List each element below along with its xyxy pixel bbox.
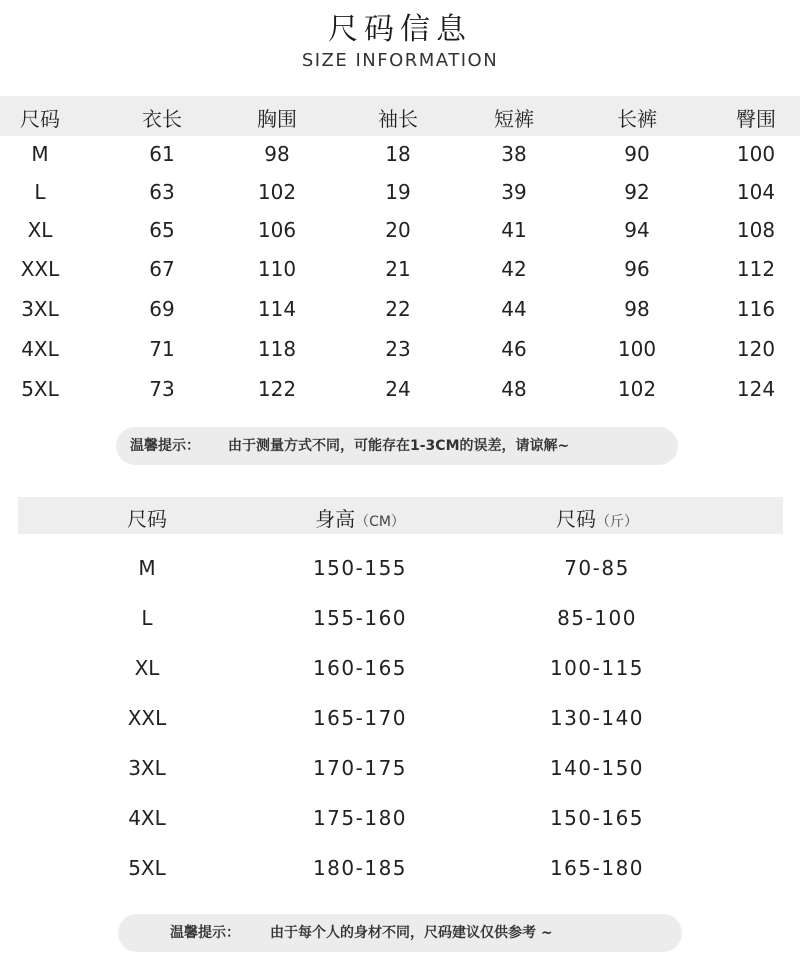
table-cell: 100 [736, 142, 776, 166]
table-cell: 140-150 [549, 756, 645, 780]
column-header-unit: （斤） [596, 514, 638, 530]
table-row [0, 180, 800, 210]
column-header: 袖长 [378, 107, 418, 131]
page-title: 尺码信息 [328, 12, 472, 47]
table-cell: 63 [149, 180, 175, 204]
table-cell: 21 [385, 257, 411, 281]
notice-text: 由于每个人的身材不同，尺码建议仅供参考 ~ [270, 925, 553, 941]
table-cell: L [141, 606, 153, 630]
notice-text: 由于测量方式不同，可能存在1-3CM的误差，请谅解~ [228, 438, 570, 454]
table-cell: 39 [501, 180, 527, 204]
table-cell: 71 [149, 337, 175, 361]
table-cell: 65 [149, 218, 175, 242]
table-cell: 112 [736, 257, 776, 281]
notice-label: 温馨提示： [130, 438, 200, 454]
table-cell: 24 [385, 377, 411, 401]
table-cell: M [31, 142, 49, 166]
column-header-label: 尺码 [127, 507, 167, 531]
notice-label: 温馨提示： [170, 925, 240, 941]
table-cell: 42 [501, 257, 527, 281]
table-cell: 5XL [128, 856, 166, 880]
table-cell: 19 [385, 180, 411, 204]
table-cell: 150-155 [312, 556, 408, 580]
table-cell: 170-175 [312, 756, 408, 780]
table-cell: 38 [501, 142, 527, 166]
column-header-label: 身高 [315, 507, 356, 531]
table-cell: 114 [257, 297, 297, 321]
table-row [0, 218, 800, 248]
table-cell: XL [134, 656, 160, 680]
column-header: 臀围 [736, 107, 776, 131]
table-cell: 96 [624, 257, 650, 281]
table-cell: 20 [385, 218, 411, 242]
column-header [315, 503, 405, 532]
table-cell: 90 [624, 142, 650, 166]
table-cell: 106 [257, 218, 297, 242]
table-cell: 102 [257, 180, 297, 204]
table-cell: 69 [149, 297, 175, 321]
measurement-notice [116, 427, 678, 465]
table-cell: M [138, 556, 156, 580]
table-cell: L [34, 180, 46, 204]
table-cell: 70-85 [564, 556, 630, 580]
table-cell: XXL [127, 706, 167, 730]
table-cell: 98 [624, 297, 650, 321]
column-header [127, 503, 167, 532]
column-header: 胸围 [257, 107, 297, 131]
page-subtitle: SIZE INFORMATION [301, 50, 499, 71]
table-row [0, 142, 800, 172]
table-row [0, 337, 800, 367]
table-cell: 92 [624, 180, 650, 204]
table-cell: 3XL [21, 297, 59, 321]
table-cell: 3XL [128, 756, 166, 780]
table-cell: 150-165 [549, 806, 645, 830]
table-cell: 98 [264, 142, 290, 166]
table-row [0, 257, 800, 287]
table-cell: 165-180 [549, 856, 645, 880]
table-cell: 85-100 [557, 606, 637, 630]
table-cell: 44 [501, 297, 527, 321]
table-cell: 73 [149, 377, 175, 401]
table-cell: 110 [257, 257, 297, 281]
table-cell: 4XL [21, 337, 59, 361]
table-cell: 130-140 [549, 706, 645, 730]
table-cell: 5XL [21, 377, 59, 401]
table-cell: 41 [501, 218, 527, 242]
column-header: 短裤 [494, 107, 534, 131]
column-header: 尺码 [20, 107, 60, 131]
table-cell: 102 [617, 377, 657, 401]
table-cell: 124 [736, 377, 776, 401]
table-cell: 22 [385, 297, 411, 321]
table-cell: 118 [257, 337, 297, 361]
column-header: 长裤 [617, 107, 657, 131]
table-cell: 180-185 [312, 856, 408, 880]
table-cell: 46 [501, 337, 527, 361]
table-cell: 116 [736, 297, 776, 321]
table-cell: 100 [617, 337, 657, 361]
table-cell: 23 [385, 337, 411, 361]
table-cell: 108 [736, 218, 776, 242]
table-cell: 120 [736, 337, 776, 361]
table-cell: XXL [20, 257, 60, 281]
table-cell: 160-165 [312, 656, 408, 680]
table-cell: 175-180 [312, 806, 408, 830]
column-header-label: 尺码 [556, 507, 596, 531]
table-header-row [0, 103, 800, 133]
table-cell: 155-160 [312, 606, 408, 630]
column-header: 衣长 [142, 107, 182, 131]
table-row [0, 297, 800, 327]
table-cell: XL [27, 218, 53, 242]
table-cell: 104 [736, 180, 776, 204]
table-cell: 165-170 [312, 706, 408, 730]
column-header [556, 503, 638, 532]
table-cell: 122 [257, 377, 297, 401]
table-cell: 61 [149, 142, 175, 166]
table-cell: 100-115 [549, 656, 645, 680]
column-header-unit: （CM） [355, 514, 405, 530]
table-cell: 67 [149, 257, 175, 281]
fit-notice [118, 914, 682, 952]
table-cell: 94 [624, 218, 650, 242]
table-cell: 48 [501, 377, 527, 401]
table-cell: 4XL [128, 806, 166, 830]
table-row [0, 377, 800, 407]
table-cell: 18 [385, 142, 411, 166]
